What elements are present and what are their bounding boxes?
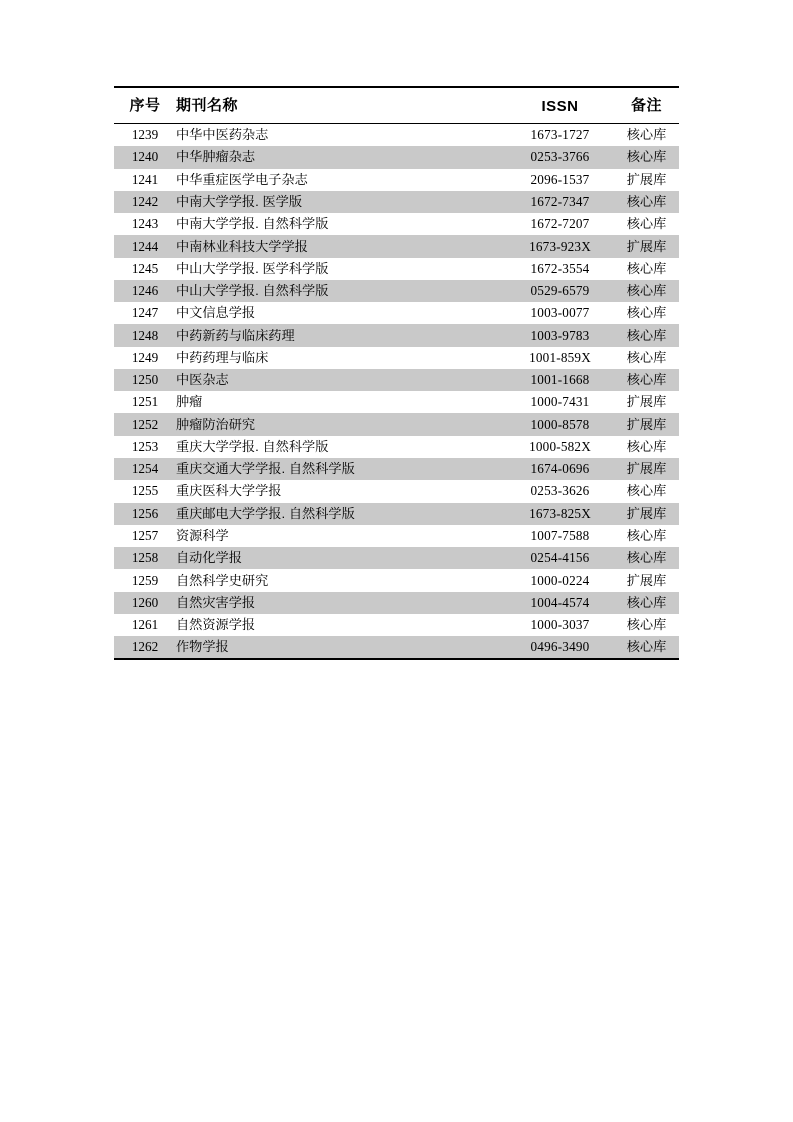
cell-issn: 1004-4574 (506, 592, 614, 614)
cell-no: 1241 (114, 169, 176, 191)
cell-no: 1261 (114, 614, 176, 636)
cell-note: 核心库 (614, 124, 679, 147)
cell-note: 核心库 (614, 146, 679, 168)
cell-note: 核心库 (614, 480, 679, 502)
cell-note: 核心库 (614, 213, 679, 235)
journal-list-table (114, 86, 679, 660)
cell-name: 自然资源学报 (176, 614, 506, 636)
cell-no: 1243 (114, 213, 176, 235)
cell-issn: 0253-3626 (506, 480, 614, 502)
cell-name: 中华重症医学电子杂志 (176, 169, 506, 191)
table-row (114, 614, 679, 636)
cell-name: 自动化学报 (176, 547, 506, 569)
cell-note: 核心库 (614, 347, 679, 369)
cell-no: 1257 (114, 525, 176, 547)
cell-note: 扩展库 (614, 391, 679, 413)
table-row (114, 169, 679, 191)
table-row (114, 213, 679, 235)
cell-name: 中药药理与临床 (176, 347, 506, 369)
cell-issn: 1672-7347 (506, 191, 614, 213)
cell-note: 核心库 (614, 324, 679, 346)
table-row (114, 413, 679, 435)
table-row (114, 347, 679, 369)
table-row (114, 146, 679, 168)
cell-note: 扩展库 (614, 413, 679, 435)
cell-issn: 1673-1727 (506, 124, 614, 147)
cell-no: 1244 (114, 235, 176, 257)
cell-no: 1259 (114, 569, 176, 591)
table-row (114, 458, 679, 480)
cell-name: 肿瘤 (176, 391, 506, 413)
table-row (114, 592, 679, 614)
cell-note: 扩展库 (614, 458, 679, 480)
cell-issn: 1000-3037 (506, 614, 614, 636)
cell-name: 中华中医药杂志 (176, 124, 506, 147)
cell-note: 核心库 (614, 258, 679, 280)
cell-issn: 1000-8578 (506, 413, 614, 435)
table-header-row (114, 87, 679, 124)
cell-name: 重庆邮电大学学报. 自然科学版 (176, 503, 506, 525)
cell-issn: 1673-923X (506, 235, 614, 257)
cell-no: 1253 (114, 436, 176, 458)
table-row (114, 124, 679, 147)
cell-no: 1239 (114, 124, 176, 147)
cell-issn: 1000-7431 (506, 391, 614, 413)
cell-name: 重庆大学学报. 自然科学版 (176, 436, 506, 458)
cell-name: 重庆医科大学学报 (176, 480, 506, 502)
table-row (114, 525, 679, 547)
table-row (114, 436, 679, 458)
table-row (114, 569, 679, 591)
cell-no: 1247 (114, 302, 176, 324)
cell-name: 中南大学学报. 医学版 (176, 191, 506, 213)
table-row (114, 480, 679, 502)
column-header-issn: ISSN (506, 87, 614, 124)
cell-issn: 1001-1668 (506, 369, 614, 391)
cell-name: 自然科学史研究 (176, 569, 506, 591)
cell-note: 扩展库 (614, 503, 679, 525)
table-row (114, 235, 679, 257)
cell-name: 资源科学 (176, 525, 506, 547)
cell-name: 中南林业科技大学学报 (176, 235, 506, 257)
table-row (114, 191, 679, 213)
cell-name: 中医杂志 (176, 369, 506, 391)
cell-name: 中文信息学报 (176, 302, 506, 324)
cell-issn: 1003-9783 (506, 324, 614, 346)
table-row (114, 302, 679, 324)
table-row (114, 280, 679, 302)
cell-issn: 0254-4156 (506, 547, 614, 569)
table-row (114, 391, 679, 413)
cell-issn: 1007-7588 (506, 525, 614, 547)
cell-note: 核心库 (614, 525, 679, 547)
cell-issn: 1672-3554 (506, 258, 614, 280)
cell-issn: 0253-3766 (506, 146, 614, 168)
cell-name: 自然灾害学报 (176, 592, 506, 614)
table-row (114, 324, 679, 346)
column-header-name: 期刊名称 (176, 87, 506, 124)
cell-name: 中山大学学报. 自然科学版 (176, 280, 506, 302)
cell-note: 核心库 (614, 280, 679, 302)
cell-note: 扩展库 (614, 169, 679, 191)
column-header-note: 备注 (614, 87, 679, 124)
cell-no: 1256 (114, 503, 176, 525)
cell-note: 核心库 (614, 369, 679, 391)
cell-issn: 1674-0696 (506, 458, 614, 480)
cell-no: 1250 (114, 369, 176, 391)
cell-issn: 1001-859X (506, 347, 614, 369)
cell-issn: 1672-7207 (506, 213, 614, 235)
table-row (114, 369, 679, 391)
table-row (114, 636, 679, 659)
cell-issn: 0529-6579 (506, 280, 614, 302)
cell-name: 重庆交通大学学报. 自然科学版 (176, 458, 506, 480)
cell-no: 1254 (114, 458, 176, 480)
cell-issn: 2096-1537 (506, 169, 614, 191)
cell-note: 核心库 (614, 547, 679, 569)
cell-issn: 1000-582X (506, 436, 614, 458)
table-row (114, 547, 679, 569)
cell-no: 1258 (114, 547, 176, 569)
table-row (114, 258, 679, 280)
cell-note: 核心库 (614, 436, 679, 458)
cell-name: 中南大学学报. 自然科学版 (176, 213, 506, 235)
journal-list-table-container (114, 86, 679, 660)
table-header (114, 87, 679, 124)
column-header-no: 序号 (114, 87, 176, 124)
cell-no: 1245 (114, 258, 176, 280)
cell-note: 核心库 (614, 636, 679, 659)
cell-no: 1262 (114, 636, 176, 659)
cell-issn: 1003-0077 (506, 302, 614, 324)
cell-issn: 1000-0224 (506, 569, 614, 591)
cell-issn: 0496-3490 (506, 636, 614, 659)
cell-no: 1249 (114, 347, 176, 369)
cell-no: 1246 (114, 280, 176, 302)
cell-no: 1251 (114, 391, 176, 413)
table-row (114, 503, 679, 525)
cell-name: 肿瘤防治研究 (176, 413, 506, 435)
cell-name: 中山大学学报. 医学科学版 (176, 258, 506, 280)
cell-name: 作物学报 (176, 636, 506, 659)
cell-note: 核心库 (614, 302, 679, 324)
cell-name: 中药新药与临床药理 (176, 324, 506, 346)
cell-note: 核心库 (614, 614, 679, 636)
cell-issn: 1673-825X (506, 503, 614, 525)
cell-no: 1242 (114, 191, 176, 213)
cell-no: 1240 (114, 146, 176, 168)
cell-note: 扩展库 (614, 235, 679, 257)
cell-no: 1260 (114, 592, 176, 614)
cell-name: 中华肿瘤杂志 (176, 146, 506, 168)
cell-no: 1255 (114, 480, 176, 502)
cell-note: 核心库 (614, 592, 679, 614)
cell-note: 核心库 (614, 191, 679, 213)
cell-note: 扩展库 (614, 569, 679, 591)
cell-no: 1248 (114, 324, 176, 346)
table-body (114, 124, 679, 660)
cell-no: 1252 (114, 413, 176, 435)
